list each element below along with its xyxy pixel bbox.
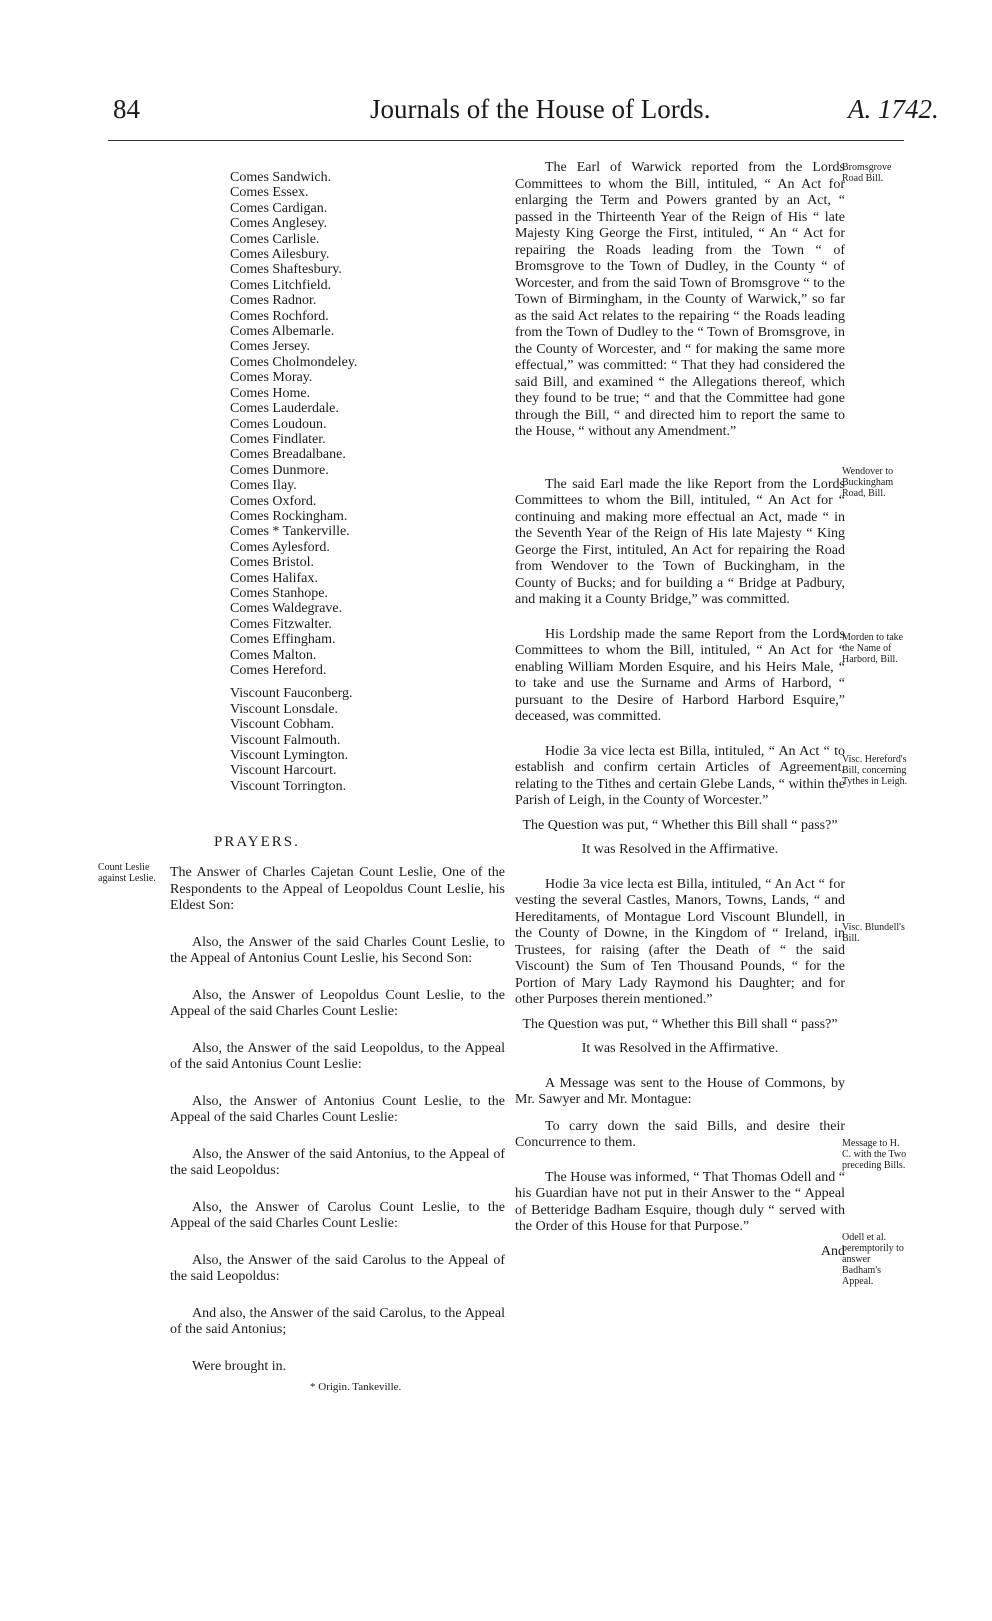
answer-paragraph: And also, the Answer of the said Carolus, to the Appeal of the said Antonius;: [170, 1305, 505, 1338]
viscount-name: Viscount Falmouth.: [230, 732, 341, 748]
viscount-name: Viscount Lonsdale.: [230, 701, 339, 717]
page-number: 84: [113, 94, 140, 124]
right-column: [515, 160, 845, 1260]
peer-name: Comes Moray.: [230, 370, 313, 386]
page-header: [0, 94, 992, 144]
resolution: It was Resolved in the Affirmative.: [581, 1041, 779, 1056]
bill-reading: Hodie 3a vice lecta est Billa, intituled, “ An Act “ for vesting the several Castles, Manors, Towns, Lands, “ and Hereditaments, of Montague Lord Viscount Blundell, in the County of Downe, in the Kingdom of “ Ireland, in Trustees, for raising (after the Death of “ the said Viscount) the Sum of Ten Thousand Pounds, “ for the Portion of Mary Lady Raymond his Daughter; and for other Purposes therein mentioned.”: [515, 876, 845, 1007]
list-gap: [170, 678, 505, 686]
answer-paragraph: Also, the Answer of Antonius Count Leslie, to the Appeal of the said Charles Count Leslie:: [170, 1093, 505, 1126]
report-paragraph: His Lordship made the same Report from the Lords Committees to whom the Bill, intituled, “ An Act for “ enabling William Morden Esquire, and his Heirs Male, “ to take and use the Surname and Arms of Harbord, “ pursuant to the Desire of Harbord Harbord Esquire,” deceased, was committed.: [515, 626, 845, 724]
answer-paragraph: Also, the Answer of the said Antonius, to the Appeal of the said Leopoldus:: [170, 1146, 505, 1179]
viscount-name: Viscount Lymington.: [230, 748, 349, 764]
peer-name: Comes Lauderdale.: [230, 401, 339, 417]
peer-name: Comes Litchfield.: [230, 277, 332, 293]
peer-name: Comes Fitzwalter.: [230, 616, 332, 632]
peer-name: Comes Rochford.: [230, 308, 329, 324]
peer-name: Comes Effingham.: [230, 632, 336, 648]
peer-name: Comes * Tankerville.: [230, 524, 350, 540]
peer-name: Comes Essex.: [230, 185, 309, 201]
earls-list: [230, 170, 505, 678]
peer-name: Comes Radnor.: [230, 293, 317, 309]
question-put: The Question was put, “ Whether this Bill shall “ pass?”: [522, 817, 838, 833]
peer-name: Comes Shaftesbury.: [230, 262, 342, 278]
margin-note-odell: Odell et al. peremptorily to answer Badham's Appeal.: [842, 1232, 904, 1287]
peer-name: Comes Rockingham.: [230, 508, 348, 524]
peer-name: Comes Waldegrave.: [230, 601, 343, 617]
catchword: And: [820, 1243, 845, 1259]
answer-paragraph: Also, the Answer of the said Charles Count Leslie, to the Appeal of Antonius Count Leslie, his Second Son:: [170, 934, 505, 967]
answer-paragraph: Also, the Answer of the said Carolus to the Appeal of the said Leopoldus:: [170, 1252, 505, 1285]
information-paragraph: The House was informed, “ That Thomas Odell and “ his Guardian have not put in their Answer to the “ Appeal of Betteridge Badham Esquire, though duly “ served with the Order of this House for that Purpose.”: [515, 1169, 845, 1234]
running-date: A. 1742.: [848, 94, 939, 124]
peer-name: Comes Dunmore.: [230, 462, 329, 478]
peer-name: Comes Ilay.: [230, 478, 297, 494]
viscount-name: Viscount Harcourt.: [230, 763, 337, 779]
peer-name: Comes Jersey.: [230, 339, 310, 355]
answer-paragraph: Also, the Answer of Leopoldus Count Leslie, to the Appeal of the said Charles Count Leslie:: [170, 987, 505, 1020]
report-paragraph: The said Earl made the like Report from the Lords Committees to whom the Bill, intituled, “ An Act for “ continuing and making more effectual an Act, made “ in the Seventh Year of the Reign of His late Majesty “ King George the First, intituled, An Act for repairing the Road from Wendover to the Town of Buckingham, in the County of Bucks; and for building a “ Bridge at Padbury, and making it a County Bridge,” was committed.: [515, 476, 845, 607]
peer-name: Comes Loudoun.: [230, 416, 327, 432]
peer-name: Comes Oxford.: [230, 493, 317, 509]
peer-name: Comes Ailesbury.: [230, 247, 330, 263]
left-column: [170, 170, 505, 1393]
peer-name: Comes Aylesford.: [230, 539, 330, 555]
peer-name: Comes Malton.: [230, 647, 317, 663]
peer-name: Comes Breadalbane.: [230, 447, 346, 463]
peer-name: Comes Sandwich.: [230, 170, 332, 185]
margin-note-bromsgrove: Bromsgrove Road Bill.: [842, 162, 892, 184]
resolution: It was Resolved in the Affirmative.: [581, 842, 779, 857]
bill-reading: Hodie 3a vice lecta est Billa, intituled, “ An Act “ to establish and confirm certain Articles of Agreement, relating to the Tithes and certain Glebe Lands, “ within the Parish of Leigh, in the County of Worcester.”: [515, 743, 845, 808]
message-paragraph: To carry down the said Bills, and desire their Concurrence to them.: [515, 1118, 845, 1150]
header-rule: [108, 140, 904, 141]
answer-paragraph: The Answer of Charles Cajetan Count Leslie, One of the Respondents to the Appeal of Leopoldus Count Leslie, his Eldest Son:: [170, 865, 505, 914]
margin-note-message: Message to H. C. with the Two preceding Bills.: [842, 1138, 907, 1171]
report-paragraph: The Earl of Warwick reported from the Lords Committees to whom the Bill, intituled, “ An Act for enlarging the Term and Powers granted by an Act, “ passed in the Thirteenth Year of the Reign of His “ late Majesty King George the First, intituled, “ An “ Act for repairing the Roads leading from the Town “ of Bromsgrove to the Town of Dudley, in the County “ of Worcester, and from the said Town of Bromsgrove “ to the Town of Birmingham, in the County of Warwick,” so far as the said Act relates to the repairing “ the Roads leading from the Town of Dudley to the “ Town of Bromsgrove, in the County of Worcester, and “ for making the same more effectual,” was committed: “ That they had considered the said Bill, and examined “ the Allegations thereof, which they found to be true; “ and that the Committee had gone through the Bill, “ and directed him to report the same to the House, “ without any Amendment.”: [515, 160, 845, 439]
margin-note-leslie: Count Leslie against Leslie.: [98, 862, 156, 884]
peer-name: Comes Halifax.: [230, 570, 318, 586]
peer-name: Comes Carlisle.: [230, 231, 320, 247]
section-heading: PRAYERS.: [214, 834, 300, 851]
peer-name: Comes Cholmondeley.: [230, 354, 358, 370]
viscounts-list: [230, 686, 505, 794]
question-put: The Question was put, “ Whether this Bill shall “ pass?”: [522, 1016, 838, 1032]
peer-name: Comes Bristol.: [230, 555, 315, 571]
margin-note-morden: Morden to take the Name of Harbord, Bill.: [842, 632, 904, 665]
answer-paragraph: Also, the Answer of the said Leopoldus, to the Appeal of the said Antonius Count Leslie:: [170, 1040, 505, 1073]
closing-line: Were brought in.: [192, 1358, 287, 1374]
peer-name: Comes Home.: [230, 385, 311, 401]
peer-name: Comes Hereford.: [230, 663, 327, 678]
peer-name: Comes Findlater.: [230, 431, 326, 447]
viscount-name: Viscount Cobham.: [230, 717, 335, 733]
peer-name: Comes Albemarle.: [230, 324, 335, 340]
peer-name: Comes Stanhope.: [230, 585, 328, 601]
margin-note-blundell: Visc. Blundell's Bill.: [842, 922, 905, 944]
margin-note-wendover: Wendover to Buckingham Road, Bill.: [842, 466, 894, 499]
peer-name: Comes Anglesey.: [230, 216, 328, 232]
footnote: * Origin. Tankeville.: [310, 1381, 402, 1394]
margin-note-hereford: Visc. Hereford's Bill, concerning Tythes in Leigh.: [842, 754, 908, 787]
viscount-name: Viscount Torrington.: [230, 778, 347, 794]
peer-name: Comes Cardigan.: [230, 200, 328, 216]
message-paragraph: A Message was sent to the House of Commons, by Mr. Sawyer and Mr. Montague:: [515, 1075, 845, 1107]
viscount-name: Viscount Fauconberg.: [230, 686, 353, 702]
running-title: Journals of the House of Lords.: [370, 94, 711, 124]
answer-paragraph: Also, the Answer of Carolus Count Leslie, to the Appeal of the said Charles Count Leslie:: [170, 1199, 505, 1232]
